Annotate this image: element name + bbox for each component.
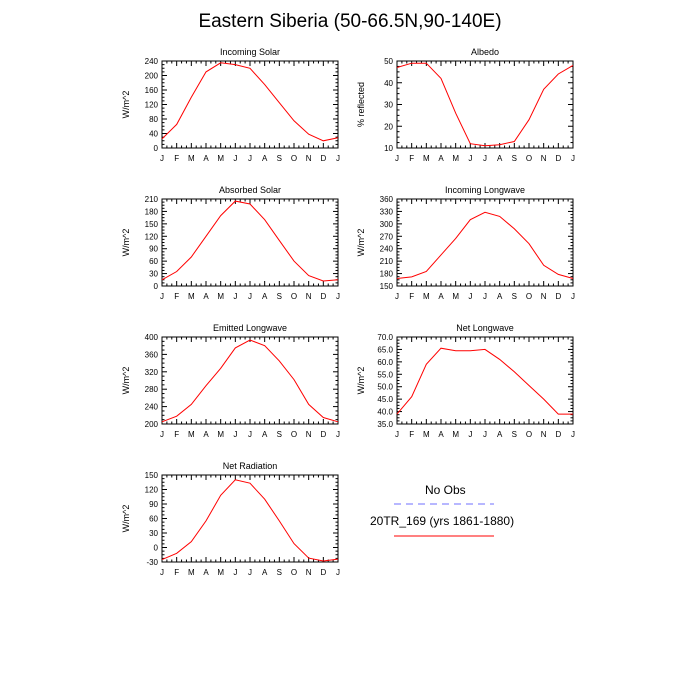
x-tick-label: O <box>525 430 533 439</box>
plot-frame <box>162 337 338 424</box>
panel-title: Incoming Solar <box>219 47 281 57</box>
series-line <box>397 348 573 414</box>
chart-panel-2 <box>356 47 575 163</box>
x-tick-label: M <box>187 430 195 439</box>
y-tick-label: 280 <box>144 385 158 395</box>
series-line <box>162 480 338 561</box>
plot-frame <box>162 475 338 562</box>
y-tick-label: 30 <box>149 529 158 538</box>
x-tick-label: S <box>276 430 283 439</box>
y-tick-label: 35.0 <box>377 420 393 429</box>
x-tick-label: M <box>187 154 195 163</box>
panel-title: Net Radiation <box>222 461 278 471</box>
y-tick-label: 30 <box>384 100 393 110</box>
x-tick-label: A <box>496 292 503 301</box>
x-tick-label: A <box>203 154 209 163</box>
y-axis-label: % reflected <box>356 81 366 128</box>
series-line <box>162 201 338 281</box>
x-tick-label: M <box>422 430 430 439</box>
panel-title: Net Longwave <box>456 323 514 333</box>
x-tick-label: F <box>174 430 180 439</box>
y-tick-label: 270 <box>379 232 393 242</box>
x-tick-label: S <box>511 430 518 439</box>
y-tick-label: 20 <box>384 122 393 132</box>
legend-obs-swatch <box>394 500 496 508</box>
x-tick-label: J <box>233 154 238 163</box>
y-tick-label: 60 <box>149 257 158 267</box>
x-tick-label: D <box>320 568 327 577</box>
x-tick-label: F <box>174 568 180 577</box>
x-tick-label: J <box>160 568 164 577</box>
x-tick-label: D <box>320 430 327 439</box>
x-tick-label: N <box>305 154 312 163</box>
y-tick-label: -30 <box>146 558 158 567</box>
y-axis-label: W/m^2 <box>121 504 131 533</box>
plot-frame <box>162 199 338 286</box>
x-tick-label: M <box>187 292 195 301</box>
series-line <box>397 63 573 146</box>
x-tick-label: J <box>233 430 238 439</box>
x-tick-label: J <box>336 430 340 439</box>
y-tick-label: 150 <box>379 282 393 291</box>
x-tick-label: N <box>540 154 547 163</box>
y-tick-label: 120 <box>144 232 158 242</box>
x-tick-label: F <box>174 292 180 301</box>
x-tick-label: J <box>483 430 487 439</box>
x-tick-label: O <box>290 568 298 577</box>
x-tick-label: N <box>305 430 312 439</box>
x-tick-label: N <box>540 430 547 439</box>
x-tick-label: J <box>395 154 399 163</box>
x-tick-label: J <box>468 292 473 301</box>
x-tick-label: S <box>511 292 518 301</box>
y-tick-label: 180 <box>144 207 158 217</box>
x-tick-label: S <box>511 154 518 163</box>
y-tick-label: 90 <box>149 500 158 509</box>
y-tick-label: 80 <box>149 115 158 124</box>
y-tick-label: 40 <box>384 78 393 88</box>
panel-title: Absorbed Solar <box>218 185 282 195</box>
y-axis-label: W/m^2 <box>356 228 366 257</box>
x-tick-label: A <box>261 430 268 439</box>
x-tick-label: A <box>438 292 444 301</box>
x-tick-label: M <box>217 430 225 439</box>
y-tick-label: 240 <box>144 402 158 412</box>
x-tick-label: M <box>452 154 460 163</box>
x-tick-label: F <box>409 430 415 439</box>
x-tick-label: A <box>261 154 268 163</box>
chart-panel-4 <box>356 185 575 301</box>
y-tick-label: 200 <box>144 420 158 429</box>
x-tick-label: O <box>525 154 533 163</box>
x-tick-label: D <box>555 154 562 163</box>
y-tick-label: 330 <box>379 207 393 217</box>
panel-title: Incoming Longwave <box>444 185 526 195</box>
x-tick-label: O <box>290 154 298 163</box>
x-tick-label: J <box>571 154 575 163</box>
y-tick-label: 160 <box>144 86 158 95</box>
y-axis-label: W/m^2 <box>356 366 366 395</box>
y-tick-label: 120 <box>144 100 158 110</box>
y-tick-label: 45.0 <box>377 395 393 405</box>
x-tick-label: M <box>217 292 225 301</box>
legend-obs-label: No Obs <box>425 483 466 497</box>
x-tick-label: N <box>305 292 312 301</box>
x-tick-label: D <box>320 154 327 163</box>
y-tick-label: 30 <box>149 269 158 279</box>
y-tick-label: 90 <box>149 244 158 254</box>
x-tick-label: J <box>336 292 340 301</box>
y-axis-label: W/m^2 <box>121 90 131 119</box>
x-tick-label: J <box>468 154 473 163</box>
x-tick-label: S <box>276 568 283 577</box>
page-title: Eastern Siberia (50-66.5N,90-140E) <box>198 11 502 32</box>
y-tick-label: 200 <box>144 71 158 81</box>
x-tick-label: A <box>496 430 503 439</box>
series-line <box>397 212 573 278</box>
y-tick-label: 150 <box>144 219 158 229</box>
x-tick-label: J <box>483 154 487 163</box>
y-tick-label: 0 <box>153 282 158 291</box>
series-line <box>162 63 338 141</box>
y-tick-label: 50.0 <box>377 382 393 392</box>
x-tick-label: A <box>203 568 209 577</box>
x-tick-label: A <box>261 292 268 301</box>
y-tick-label: 60 <box>149 514 158 524</box>
x-tick-label: J <box>248 568 252 577</box>
x-tick-label: F <box>409 292 415 301</box>
plot-frame <box>397 337 573 424</box>
y-tick-label: 50 <box>384 57 393 66</box>
x-tick-label: J <box>395 430 399 439</box>
x-tick-label: O <box>290 430 298 439</box>
y-tick-label: 40.0 <box>377 407 393 417</box>
y-tick-label: 70.0 <box>377 333 393 342</box>
x-tick-label: A <box>438 430 444 439</box>
chart-panel-6 <box>356 323 575 439</box>
x-tick-label: J <box>571 430 575 439</box>
x-tick-label: J <box>160 154 164 163</box>
y-tick-label: 320 <box>144 367 158 377</box>
x-tick-label: M <box>452 292 460 301</box>
x-tick-label: M <box>452 430 460 439</box>
chart-panel-7 <box>121 461 340 577</box>
y-tick-label: 360 <box>144 350 158 360</box>
y-axis-label: W/m^2 <box>121 366 131 395</box>
x-tick-label: S <box>276 292 283 301</box>
x-tick-label: D <box>555 430 562 439</box>
chart-panel-3 <box>121 185 340 301</box>
legend-model-swatch <box>394 532 496 540</box>
x-tick-label: J <box>336 568 340 577</box>
legend-model-label: 20TR_169 (yrs 1861-1880) <box>370 514 515 528</box>
x-tick-label: J <box>336 154 340 163</box>
x-tick-label: J <box>233 292 238 301</box>
y-tick-label: 55.0 <box>377 370 393 380</box>
series-line <box>162 340 338 422</box>
y-tick-label: 300 <box>379 219 393 229</box>
x-tick-label: J <box>160 292 164 301</box>
x-tick-label: J <box>468 430 473 439</box>
x-tick-label: S <box>276 154 283 163</box>
x-tick-label: M <box>187 568 195 577</box>
x-tick-label: M <box>217 154 225 163</box>
panel-title: Emitted Longwave <box>212 323 288 333</box>
panel-title: Albedo <box>470 47 500 57</box>
y-tick-label: 0 <box>153 543 158 553</box>
plot-frame <box>162 61 338 148</box>
y-tick-label: 150 <box>144 471 158 480</box>
x-tick-label: A <box>203 292 209 301</box>
x-tick-label: J <box>248 292 252 301</box>
x-tick-label: M <box>217 568 225 577</box>
x-tick-label: J <box>248 430 252 439</box>
x-tick-label: M <box>422 154 430 163</box>
y-axis-label: W/m^2 <box>121 228 131 257</box>
x-tick-label: J <box>395 292 399 301</box>
x-tick-label: A <box>203 430 209 439</box>
x-tick-label: D <box>320 292 327 301</box>
x-tick-label: J <box>160 430 164 439</box>
y-tick-label: 10 <box>384 144 393 153</box>
x-tick-label: O <box>525 292 533 301</box>
y-tick-label: 210 <box>379 257 393 267</box>
y-tick-label: 210 <box>144 195 158 204</box>
x-tick-label: O <box>290 292 298 301</box>
x-tick-label: A <box>496 154 503 163</box>
x-tick-label: A <box>261 568 268 577</box>
x-tick-label: N <box>305 568 312 577</box>
y-tick-label: 120 <box>144 485 158 495</box>
x-tick-label: D <box>555 292 562 301</box>
x-tick-label: J <box>571 292 575 301</box>
chart-panel-1 <box>121 47 340 163</box>
y-tick-label: 180 <box>379 269 393 279</box>
x-tick-label: F <box>174 154 180 163</box>
x-tick-label: F <box>409 154 415 163</box>
y-tick-label: 65.0 <box>377 345 393 355</box>
chart-panel-5 <box>121 323 340 439</box>
y-tick-label: 400 <box>144 333 158 342</box>
plot-frame <box>397 61 573 148</box>
x-tick-label: J <box>233 568 238 577</box>
y-tick-label: 360 <box>379 195 393 204</box>
x-tick-label: N <box>540 292 547 301</box>
x-tick-label: M <box>422 292 430 301</box>
y-tick-label: 60.0 <box>377 357 393 367</box>
y-tick-label: 240 <box>144 57 158 66</box>
y-tick-label: 0 <box>153 144 158 153</box>
x-tick-label: J <box>248 154 252 163</box>
x-tick-label: A <box>438 154 444 163</box>
y-tick-label: 240 <box>379 244 393 254</box>
y-tick-label: 40 <box>149 129 158 139</box>
x-tick-label: J <box>483 292 487 301</box>
